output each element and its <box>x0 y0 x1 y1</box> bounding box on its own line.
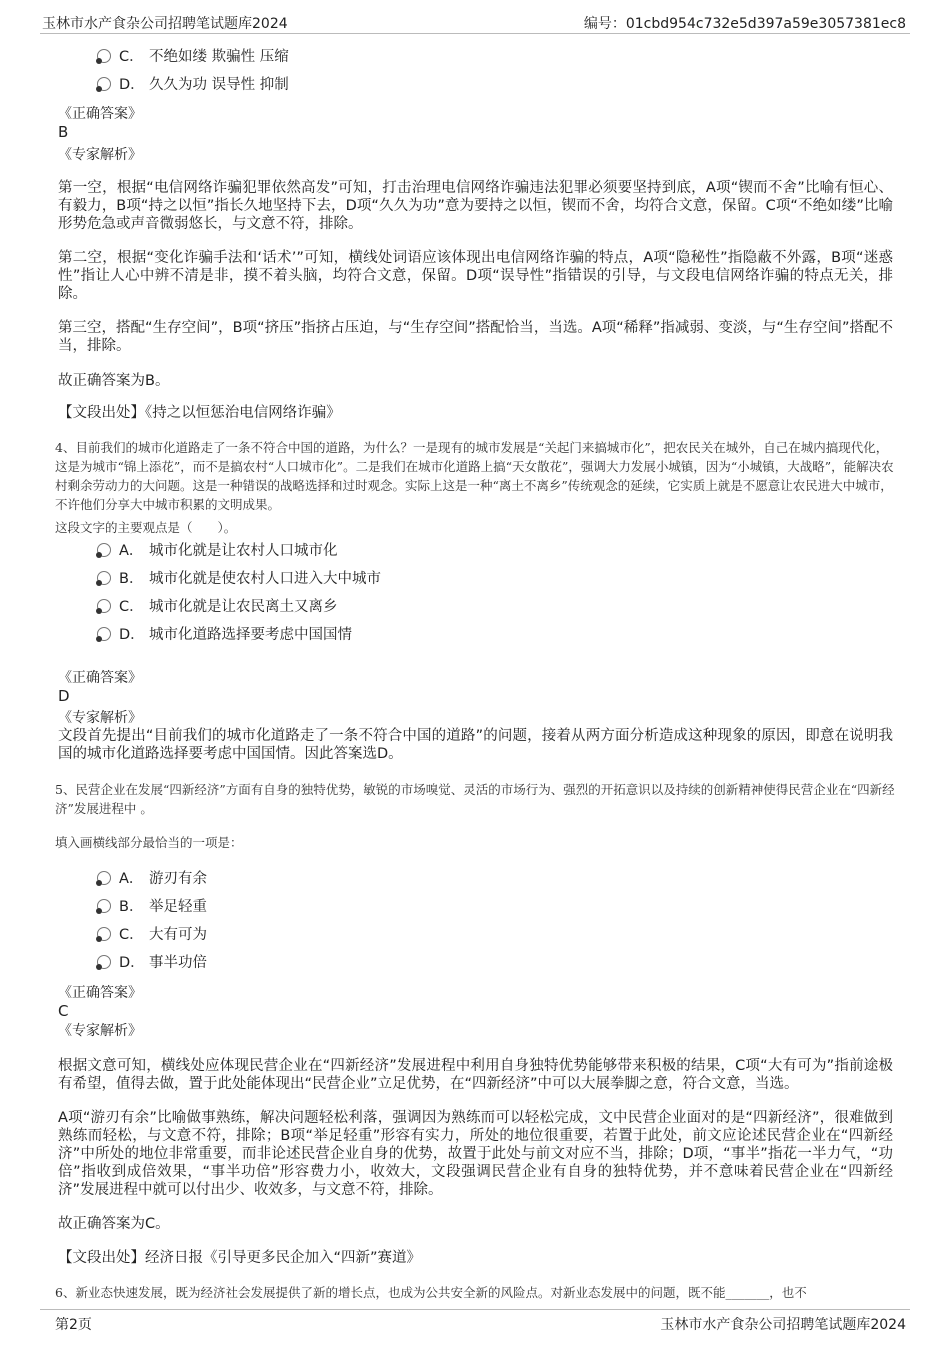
option-text: 举足轻重 <box>149 899 207 915</box>
radio-icon[interactable] <box>97 627 111 641</box>
q5-prompt: 填入画横线部分最恰当的一项是： <box>55 835 243 850</box>
q4-option-b[interactable]: B． 城市化就是使农村人口进入大中城市 <box>97 569 381 589</box>
q5-option-b[interactable]: B． 举足轻重 <box>97 897 207 917</box>
q5-option-c[interactable]: C． 大有可为 <box>97 925 207 945</box>
header-code: 编号：01cbd954c732e5d397a59e3057381ec8 <box>583 16 906 32</box>
option-text: 久久为功 误导性 抑制 <box>149 77 289 93</box>
header-title: 玉林市水产食杂公司招聘笔试题库2024 <box>42 16 288 32</box>
q5-answer: C <box>58 1002 69 1020</box>
q3-option-c[interactable]: C． 不绝如缕 欺骗性 压缩 <box>97 47 289 67</box>
q3-analysis-label: 《专家解析》 <box>58 147 142 163</box>
q4-option-d[interactable]: D． 城市化道路选择要考虑中国国情 <box>97 625 352 645</box>
q4-analysis-label: 《专家解析》 <box>58 710 142 726</box>
q5-stem: 5、民营企业在发展“四新经济”方面有自身的独特优势，敏锐的市场嗅觉、灵活的市场行为、强烈的开拓意识以及持续的创新精神使得民营企业在“四新经济”发展进程中 。 <box>55 782 895 816</box>
q4-analysis: 文段首先提出“目前我们的城市化道路走了一条不符合中国的道路”的问题，接着从两方面分析造成这种现象的原因，即意在说明我国的城市化道路选择要考虑中国国情。因此答案选D。 <box>58 728 893 762</box>
radio-icon[interactable] <box>97 571 111 585</box>
q5-analysis-para-1: 根据文意可知，横线处应体现民营企业在“四新经济”发展进程中利用自身独特优势能够带来积极的结果，C项“大有可为”指前途极有希望，值得去做，置于此处能体现出“民营企业”立足优势，在“四新经济”中可以大展拳脚之意，符合文意，当选。 <box>58 1058 893 1092</box>
radio-icon[interactable] <box>97 899 111 913</box>
option-text: 事半功倍 <box>149 955 207 971</box>
q5-answer-label: 《正确答案》 <box>58 985 142 1001</box>
page-number: 第2页 <box>55 1317 92 1333</box>
radio-icon[interactable] <box>97 927 111 941</box>
header-divider <box>40 33 910 34</box>
q3-conclusion: 故正确答案为B。 <box>58 373 170 389</box>
q3-analysis-para-1: 第一空，根据“电信网络诈骗犯罪依然高发”可知，打击治理电信网络诈骗违法犯罪必须要坚持到底，A项“锲而不舍”比喻有恒心、有毅力，B项“持之以恒”指长久地坚持下去，D项“久久为功”意为要持之以恒，锲而不舍，均符合文意，保留。C项“不绝如缕”比喻形势危急或声音微弱悠长，与文意不符，排除。 <box>58 180 893 232</box>
q4-answer-label: 《正确答案》 <box>58 670 142 686</box>
page-header <box>0 0 950 34</box>
footer-title: 玉林市水产食杂公司招聘笔试题库2024 <box>660 1317 906 1333</box>
q4-option-a[interactable]: A． 城市化就是让农村人口城市化 <box>97 541 338 561</box>
q3-source: 【文段出处】《持之以恒惩治电信网络诈骗》 <box>58 405 341 421</box>
q5-analysis-para-2: A项“游刃有余”比喻做事熟练，解决问题轻松利落，强调因为熟练而可以轻松完成，文中民营企业面对的是“四新经济”，很难做到熟练而轻松，与文意不符，排除；B项“举足轻重”形容有实力，所处的地位很重要，若置于此处，前文应论述民营企业在“四新经济”中所处的地位非常重要，而非论述民营企业自身的优势，故置于此处与前文对应不当，排除；D项，“事半”指花一半力气，“功倍”指收到成倍效果，“事半功倍”形容费力小，收效大，文段强调民营企业有自身的独特优势，并不意味着民营企业在“四新经济”发展进程中就可以付出少、收效多，与文意不符，排除。 <box>58 1110 893 1198</box>
option-text: 不绝如缕 欺骗性 压缩 <box>149 49 289 65</box>
q3-analysis-para-3: 第三空，搭配“生存空间”，B项“挤压”指挤占压迫，与“生存空间”搭配恰当，当选。A项“稀释”指减弱、变淡，与“生存空间”搭配不当，排除。 <box>58 320 893 354</box>
option-text: 游刃有余 <box>149 871 207 887</box>
q4-prompt: 这段文字的主要观点是（ ）。 <box>55 520 237 535</box>
page-footer <box>0 1308 950 1345</box>
radio-icon[interactable] <box>97 77 111 91</box>
radio-icon[interactable] <box>97 871 111 885</box>
q5-source: 【文段出处】经济日报《引导更多民企加入“四新”赛道》 <box>58 1250 422 1266</box>
option-text: 城市化就是使农村人口进入大中城市 <box>149 571 381 587</box>
option-text: 城市化就是让农民离土又离乡 <box>149 599 338 615</box>
radio-icon[interactable] <box>97 955 111 969</box>
radio-icon[interactable] <box>97 599 111 613</box>
footer-divider <box>40 1309 910 1310</box>
q6-stem: 6、新业态快速发展，既为经济社会发展提供了新的增长点，也成为公共安全新的风险点。对新业态发展中的问题，既不能_______，也不 <box>55 1285 807 1300</box>
q4-stem: 4、目前我们的城市化道路走了一条不符合中国的道路，为什么？一是现有的城市发展是“关起门来搞城市化”，把农民关在城外，自己在城内搞现代化，这是为城市“锦上添花”，而不是搞农村“人口城市化”。二是我们在城市化道路上搞“天女散花”，强调大力发展小城镇，因为“小城镇，大战略”，能解决农村剩余劳动力的大问题。这是一种错误的战略选择和过时观念。实际上这是一种“离土不离乡”传统观念的延续，它实质上就是不愿意让农民进大中城市，不许他们分享大中城市积累的文明成果。 <box>55 440 894 512</box>
radio-icon[interactable] <box>97 543 111 557</box>
q5-option-d[interactable]: D． 事半功倍 <box>97 953 207 973</box>
q3-answer-label: 《正确答案》 <box>58 106 142 122</box>
option-text: 城市化道路选择要考虑中国国情 <box>149 627 352 643</box>
q5-option-a[interactable]: A． 游刃有余 <box>97 869 207 889</box>
q5-analysis-label: 《专家解析》 <box>58 1023 142 1039</box>
q4-answer: D <box>58 687 70 705</box>
option-text: 大有可为 <box>149 927 207 943</box>
q4-option-c[interactable]: C． 城市化就是让农民离土又离乡 <box>97 597 338 617</box>
radio-icon[interactable] <box>97 49 111 63</box>
q3-analysis-para-2: 第二空，根据“变化诈骗手法和‘话术’”可知，横线处词语应该体现出电信网络诈骗的特点，A项“隐秘性”指隐蔽不外露，B项“迷惑性”指让人心中辨不清是非，摸不着头脑，均符合文意，保留。D项“误导性”指错误的引导，与文段电信网络诈骗的特点无关，排除。 <box>58 250 893 302</box>
q3-answer: B <box>58 123 69 141</box>
q5-conclusion: 故正确答案为C。 <box>58 1216 170 1232</box>
option-text: 城市化就是让农村人口城市化 <box>149 543 338 559</box>
q3-option-d[interactable]: D． 久久为功 误导性 抑制 <box>97 75 289 95</box>
